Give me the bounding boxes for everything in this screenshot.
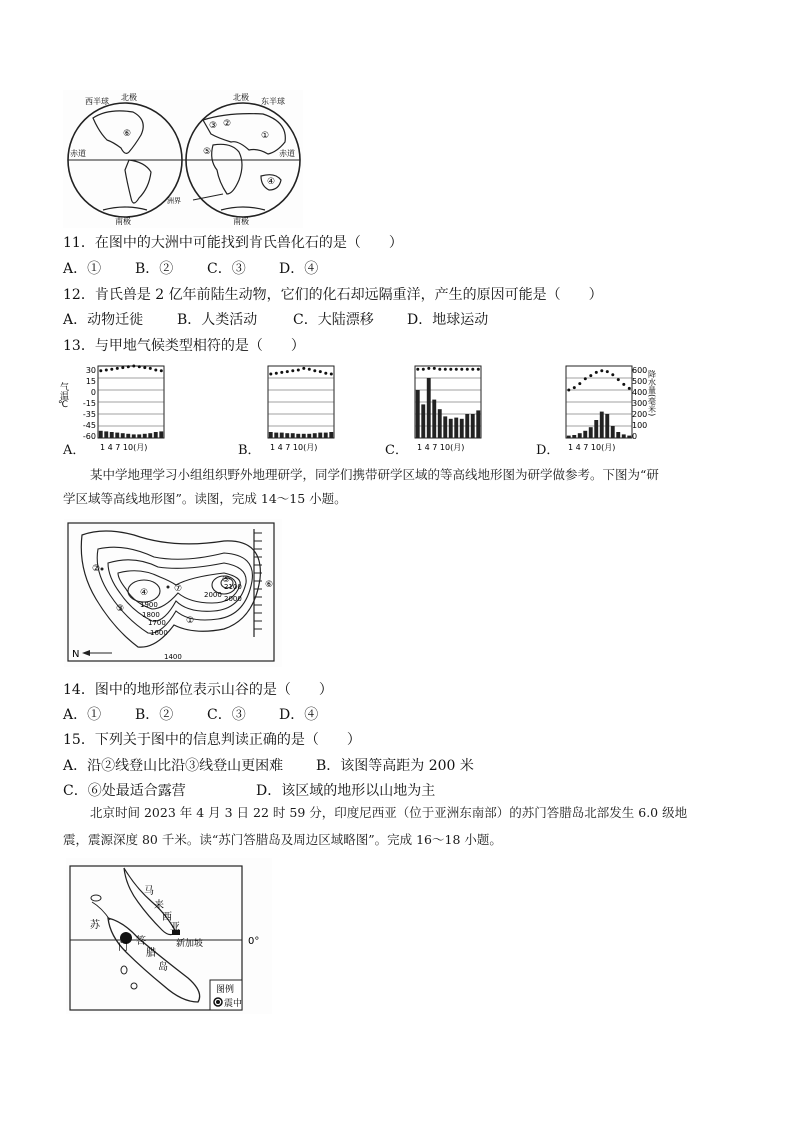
precip-bar: [313, 433, 317, 438]
question-11-options: [63, 259, 318, 279]
precip-bar: [567, 436, 571, 438]
precip-bar: [137, 434, 141, 438]
legend-title: 图例: [216, 985, 235, 995]
north-pole-west-label: 北极: [121, 93, 137, 102]
q14-option-b[interactable]: B．②: [135, 707, 174, 723]
passage-1-line-2: 学区域等高线地形图”。读图，完成 14～15 小题。: [63, 491, 347, 506]
legend-epicenter-dot: [216, 1000, 220, 1004]
temperature-point: [416, 368, 419, 371]
temperature-point: [466, 368, 469, 371]
x-ticks: 1 4 7 10(月): [270, 443, 318, 452]
north-label: N: [72, 649, 80, 660]
temperature-point: [291, 369, 294, 372]
precip-bar: [589, 427, 593, 438]
precip-bar: [110, 432, 114, 438]
climate-chart-a: [60, 362, 186, 452]
precip-bar: [460, 419, 464, 438]
precip-bar: [471, 414, 475, 438]
precip-tick: 300: [632, 399, 648, 408]
temp-tick: 30: [85, 366, 96, 375]
sumatra-map-figure: [66, 858, 272, 1014]
mark-2: ②: [223, 119, 232, 129]
precip-bar: [99, 431, 103, 438]
precip-tick: 200: [632, 410, 648, 419]
q13-option-d[interactable]: D．: [536, 443, 560, 458]
temp-tick: -15: [82, 399, 96, 408]
mark-4: ④: [140, 588, 149, 598]
temperature-point: [105, 369, 108, 372]
precip-bar: [274, 433, 278, 438]
q12-option-a[interactable]: A．动物迁徙: [63, 312, 144, 328]
precip-bar: [476, 410, 480, 438]
temperature-point: [589, 374, 592, 377]
temperature-point: [427, 367, 430, 370]
q13-option-a[interactable]: A．: [63, 443, 86, 458]
eurasia-shape: [203, 114, 285, 154]
temperature-point: [578, 382, 581, 385]
temperature-point: [477, 368, 480, 371]
x-ticks: 1 4 7 10(月): [100, 443, 148, 452]
contour-label-1600: 1600: [150, 629, 168, 637]
mark-1: ①: [261, 131, 270, 141]
temperature-point: [308, 368, 311, 371]
x-ticks: 1 4 7 10(月): [568, 443, 616, 452]
precip-tick: 100: [632, 421, 648, 430]
temperature-point: [573, 386, 576, 389]
precip-bar: [611, 426, 615, 438]
temperature-point: [611, 373, 614, 376]
q14-option-c[interactable]: C．③: [207, 707, 246, 723]
climate-chart-d: [560, 362, 670, 452]
precip-bar: [280, 433, 284, 438]
contour-label-1900: 1900: [140, 601, 158, 609]
mark-6: ⑥: [265, 580, 274, 590]
map-label-malay-3: 西: [162, 912, 172, 923]
temperature-point: [606, 370, 609, 373]
mark-7: ⑦: [174, 584, 183, 594]
temperature-point: [121, 366, 124, 369]
precip-bar: [594, 420, 598, 438]
q11-option-d[interactable]: D．④: [279, 261, 319, 277]
mark-1: ①: [186, 616, 195, 626]
mark-3: ③: [209, 121, 218, 131]
q14-option-d[interactable]: D．④: [279, 707, 319, 723]
temperature-point: [154, 369, 157, 372]
map-label-malay-1: 马: [144, 886, 154, 897]
precip-bar: [302, 434, 306, 438]
precip-bar: [616, 432, 620, 438]
q15-option-d[interactable]: D．该区域的地形以山地为主: [256, 783, 436, 799]
point-marker: [101, 568, 104, 571]
equator-west-label: 赤道: [70, 149, 86, 158]
temp-tick: 15: [85, 377, 96, 386]
island-shape: [131, 983, 137, 989]
passage-2-line-1: 北京时间 2023 年 4 月 3 日 22 时 59 分，印度尼西亚（位于亚洲东南部）的苏门答腊岛北部发生 6.0 级地: [90, 805, 688, 820]
precip-ticks: [632, 366, 647, 441]
temperature-point: [319, 370, 322, 373]
precip-bar: [622, 434, 626, 438]
precip-bar: [121, 433, 125, 438]
q15-option-a[interactable]: A．沿②线登山比沿③线登山更困难: [63, 758, 284, 774]
map-label-la: 腊: [146, 948, 156, 959]
precip-tick: 500: [632, 377, 648, 386]
map-label-singapore: 新加坡: [176, 939, 204, 949]
precip-bar: [329, 432, 333, 438]
precip-bar: [143, 434, 147, 438]
precip-bar: [285, 433, 289, 438]
mark-4: ④: [267, 177, 276, 187]
map-label-dao: 岛: [158, 962, 168, 973]
precip-bar: [432, 400, 436, 438]
temperature-point: [628, 387, 631, 390]
question-12: 12．肯氏兽是 2 亿年前陆生动物，它们的化石却远隔重洋，产生的原因可能是（ ）: [63, 287, 603, 303]
q13-option-b[interactable]: B．: [238, 443, 261, 458]
south-pole-east-label: 南极: [233, 217, 249, 226]
temperature-point: [116, 367, 119, 370]
antarctica-west-shape: [103, 207, 147, 210]
precip-tick: 400: [632, 388, 648, 397]
temperature-point: [280, 371, 283, 374]
precip-bar: [148, 433, 152, 438]
precip-bar: [115, 433, 119, 438]
contour-label-2000b: 2000: [224, 595, 242, 603]
contour-label-1800: 1800: [142, 611, 160, 619]
hemisphere-map-figure: [63, 90, 303, 228]
sumatra-map-svg: [66, 858, 272, 1014]
precip-tick: 600: [632, 366, 648, 375]
q13-option-c[interactable]: C．: [385, 443, 408, 458]
africa-shape: [212, 144, 242, 194]
precip-bar: [421, 404, 425, 438]
temperature-point: [99, 369, 102, 372]
temperature-point: [302, 367, 305, 370]
q11-option-a[interactable]: A．①: [63, 261, 102, 277]
q11-option-c[interactable]: C．③: [207, 261, 246, 277]
temperature-point: [275, 372, 278, 375]
contour-label-2000a: 2000: [204, 591, 222, 599]
temperature-point: [471, 368, 474, 371]
temp-tick: -45: [82, 421, 96, 430]
temperature-point: [149, 367, 152, 370]
mark-3: ③: [116, 604, 125, 614]
q12-option-c[interactable]: C．大陆漂移: [293, 312, 374, 328]
q15-option-b[interactable]: B．该图等高距为 200 米: [316, 758, 474, 774]
temperature-point: [584, 377, 587, 380]
temperature-point: [444, 368, 447, 371]
precip-bar: [269, 432, 273, 438]
q15-option-c[interactable]: C．⑥处最适合露营: [63, 783, 186, 799]
precip-bar: [154, 432, 158, 438]
climate-chart-c: [409, 362, 509, 452]
temperature-point: [622, 383, 625, 386]
temperature-point: [127, 365, 130, 368]
precip-bar: [132, 434, 136, 438]
temperature-point: [286, 370, 289, 373]
precip-bar: [318, 433, 322, 438]
temperature-point: [422, 368, 425, 371]
temperature-point: [595, 371, 598, 374]
temperature-point: [449, 368, 452, 371]
north-america-shape: [93, 111, 143, 153]
precip-bar: [427, 378, 431, 438]
q12-option-d[interactable]: D．地球运动: [407, 312, 489, 328]
south-pole-west-label: 南极: [115, 217, 131, 226]
precip-bar: [583, 431, 587, 438]
temperature-point: [110, 368, 113, 371]
contour-label-1400: 1400: [164, 653, 182, 661]
precip-bar: [126, 434, 130, 438]
map-label-men: 门: [118, 942, 128, 953]
temperature-point: [297, 369, 300, 372]
q14-option-a[interactable]: A．①: [63, 707, 102, 723]
precip-bar: [307, 434, 311, 438]
passage-2-line-2: 震，震源深度 80 千米。读“苏门答腊岛及周边区域略图”。完成 16～18 小题。: [63, 832, 502, 847]
precip-bar: [627, 436, 631, 438]
question-15: 15．下列关于图中的信息判读正确的是（ ）: [63, 732, 361, 748]
question-12-options: [63, 310, 488, 330]
north-arrow-head: [82, 650, 90, 656]
precip-bar: [600, 412, 604, 438]
precip-bar: [449, 419, 453, 438]
precip-bar: [443, 416, 447, 438]
precip-bar: [159, 431, 163, 438]
temperature-point: [567, 389, 570, 392]
precip-bar: [572, 435, 576, 438]
precip-bar: [324, 433, 328, 438]
mark-6: ⑥: [123, 129, 132, 139]
contour-map-figure: [64, 519, 282, 667]
temp-tick: -60: [82, 432, 96, 441]
map-label-su: 苏: [90, 920, 100, 931]
precip-bar: [438, 409, 442, 438]
temp-tick: 0: [90, 388, 96, 397]
precip-tick: 0: [632, 432, 638, 441]
temperature-point: [617, 378, 620, 381]
island-shape: [121, 966, 127, 974]
precip-axis-title: 降水量(毫米): [647, 370, 657, 417]
passage-1-line-1: 某中学地理学习小组组织野外地理研学，同学们携带研学区域的等高线地形图为研学做参考。下图为“研: [90, 467, 659, 482]
temperature-point: [330, 373, 333, 376]
equator-east-label: 赤道: [279, 149, 295, 158]
question-14: 14．图中的地形部位表示山谷的是（ ）: [63, 682, 333, 698]
map-label-equator: 0°: [248, 936, 260, 947]
hemisphere-map-svg: [63, 90, 303, 228]
sumatra-shape: [108, 918, 200, 1002]
temperature-point: [143, 366, 146, 369]
legend-item: 震中: [224, 999, 243, 1009]
mark-2: ②: [92, 564, 101, 574]
temperature-point: [160, 369, 163, 372]
temperature-point: [313, 369, 316, 372]
temp-tick: -35: [82, 410, 96, 419]
temp-ticks: [83, 366, 96, 441]
map-label-malay-2: 来: [154, 900, 164, 911]
temperature-point: [460, 368, 463, 371]
east-hemisphere-label: 东半球: [261, 97, 285, 106]
precip-bar: [296, 434, 300, 438]
temp-axis-title: 气温℃: [58, 382, 68, 410]
precip-bar: [104, 431, 108, 438]
temperature-point: [324, 372, 327, 375]
map-label-da: 答: [136, 936, 146, 947]
cliff-hatches: [254, 533, 262, 629]
climate-chart-b: [262, 362, 362, 452]
malay-peninsula-shape: [124, 868, 176, 935]
temperature-point: [600, 369, 603, 372]
contour-label-2100: 2100: [224, 583, 242, 591]
temperature-point: [438, 368, 441, 371]
precip-bar: [454, 418, 458, 438]
precip-bar: [605, 414, 609, 438]
x-ticks: 1 4 7 10(月): [417, 443, 465, 452]
island-shape: [91, 895, 101, 901]
border-label: 洲界: [167, 197, 181, 205]
temperature-point: [455, 368, 458, 371]
temperature-point: [138, 365, 141, 368]
precip-bar: [578, 433, 582, 438]
map-label-malay-4: 亚: [170, 922, 180, 933]
precip-bar: [291, 433, 295, 438]
temperature-point: [433, 367, 436, 370]
precip-bar: [465, 414, 469, 438]
mark-5: ⑤: [203, 147, 212, 157]
south-america-shape: [125, 160, 151, 203]
q12-option-b[interactable]: B．人类活动: [177, 312, 258, 328]
west-hemisphere-label: 西半球: [85, 97, 109, 106]
question-13: 13．与甲地气候类型相符的是（ ）: [63, 338, 305, 354]
q11-option-b[interactable]: B．②: [135, 261, 174, 277]
point-marker: [167, 586, 170, 589]
temperature-point: [269, 373, 272, 376]
north-pole-east-label: 北极: [233, 93, 249, 102]
contour-map-svg: [64, 519, 282, 667]
contour-label-1700: 1700: [148, 619, 166, 627]
question-11: 11．在图中的大洲中可能找到肯氏兽化石的是（ ）: [63, 235, 403, 251]
temperature-point: [132, 365, 135, 368]
precip-bar: [416, 390, 420, 438]
question-14-options: [63, 705, 318, 725]
mark-5: ⑤: [222, 575, 231, 585]
antarctica-east-shape: [221, 207, 265, 210]
